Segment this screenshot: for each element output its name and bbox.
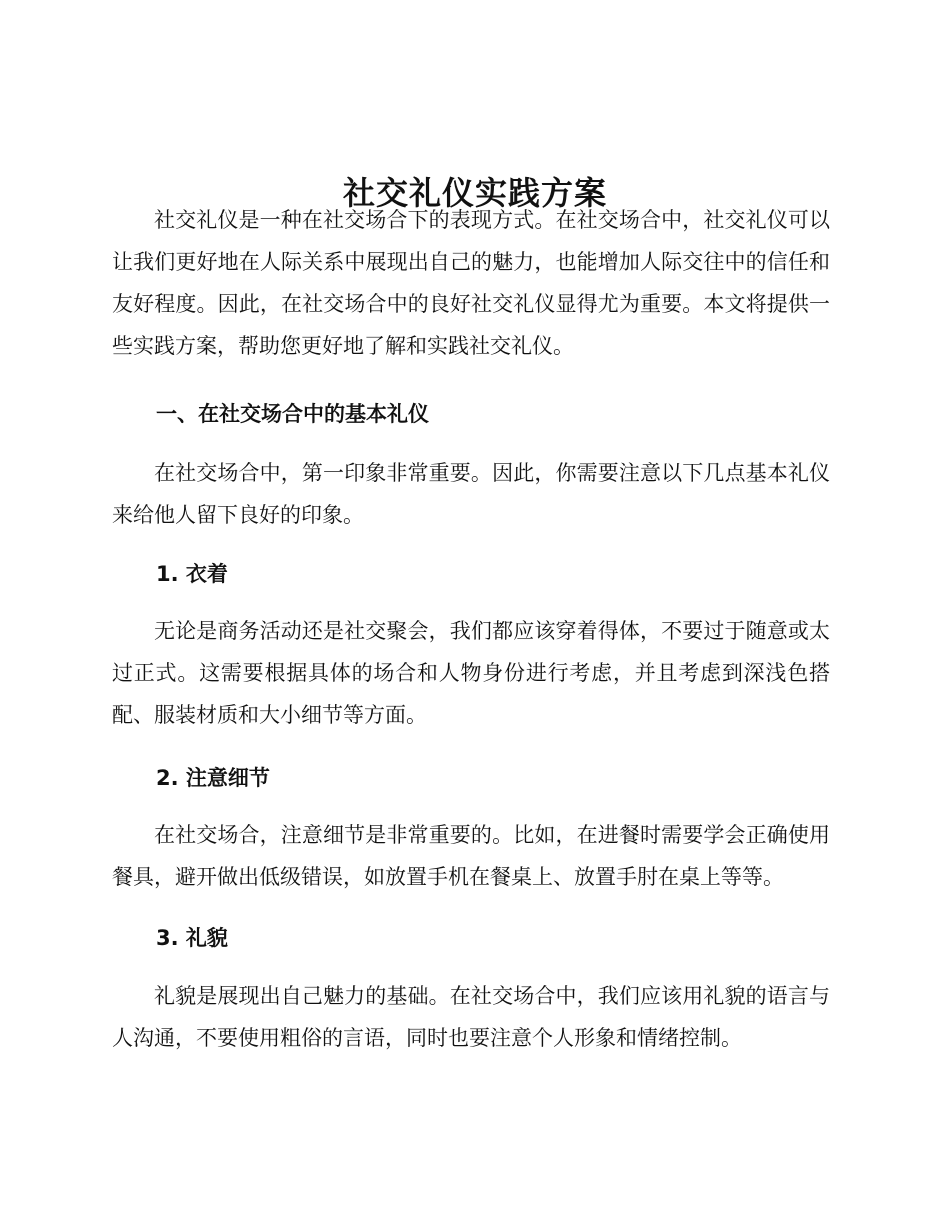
section-heading-basic-etiquette: 一、在社交场合中的基本礼仪 <box>156 402 429 426</box>
paragraph-details: 在社交场合，注意细节是非常重要的。比如，在进餐时需要学会正确使用餐具，避开做出低级错误，如放置手机在餐桌上、放置手肘在桌上等等。 <box>112 823 830 889</box>
document-title: 社交礼仪实践方案 <box>342 174 607 213</box>
paragraph-clothing: 无论是商务活动还是社交聚会，我们都应该穿着得体，不要过于随意或太过正式。这需要根据具体的场合和人物身份进行考虑，并且考虑到深浅色搭配、服装材质和大小细节等方面。 <box>112 619 830 727</box>
section-paragraph-basic-etiquette: 在社交场合中，第一印象非常重要。因此，你需要注意以下几点基本礼仪来给他人留下良好的印象。 <box>112 461 830 527</box>
intro-paragraph: 社交礼仪是一种在社交场合下的表现方式。在社交场合中，社交礼仪可以让我们更好地在人际关系中展现出自己的魅力，也能增加人际交往中的信任和友好程度。因此，在社交场合中的良好社交礼仪显得尤为重要。本文将提供一些实践方案，帮助您更好地了解和实践社交礼仪。 <box>112 208 830 358</box>
subheading-politeness: 3. 礼貌 <box>156 926 228 950</box>
paragraph-politeness: 礼貌是展现出自己魅力的基础。在社交场合中，我们应该用礼貌的语言与人沟通，不要使用粗俗的言语，同时也要注意个人形象和情绪控制。 <box>112 984 830 1050</box>
subheading-details: 2. 注意细节 <box>156 766 270 790</box>
subheading-clothing: 1. 衣着 <box>156 562 228 586</box>
